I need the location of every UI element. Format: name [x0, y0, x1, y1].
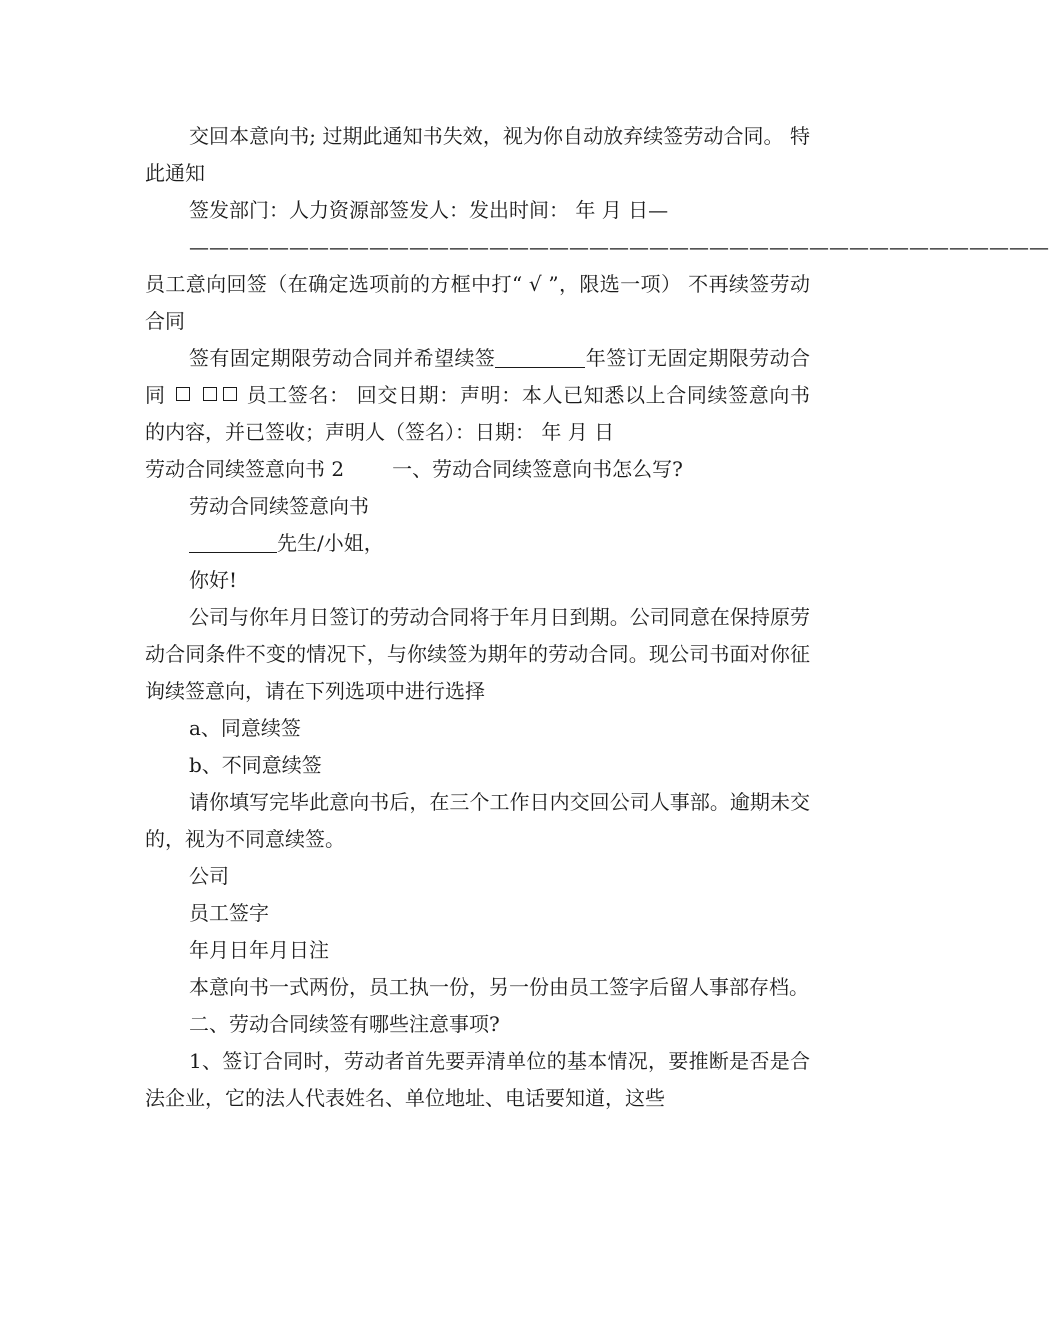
- company-label: 公司: [189, 864, 229, 888]
- date-note-line: 年月日年月日注: [189, 938, 329, 962]
- salutation-line: [145, 525, 810, 562]
- paragraph-employee-reply: ——————————————————————————————————————————— 员工意向回签（在确定选项前的方框中打“ √ ”，限选一项） 不再续签劳动合同: [145, 235, 1049, 333]
- letter-title: 劳动合同续签意向书: [189, 494, 369, 518]
- question-heading-1: 一、劳动合同续签意向书怎么写?: [392, 457, 683, 481]
- question-heading-2: 二、劳动合同续签有哪些注意事项?: [189, 1012, 500, 1036]
- name-blank[interactable]: [189, 530, 277, 553]
- signature-declaration: 员工签名： 回交日期：声明：本人已知悉以上合同续签意向书的内容，并已签收；声明人（签名）：日期： 年 月 日: [145, 383, 811, 444]
- paragraph-return-notice: 交回本意向书; 过期此通知书失效，视为你自动放弃续签劳动合同。 特此通知: [145, 124, 810, 185]
- document-body: [145, 118, 1049, 1117]
- checkbox-fixed-term[interactable]: [203, 387, 217, 401]
- checkbox-no-renewal[interactable]: [176, 387, 190, 401]
- paragraph-deadline: 请你填写完毕此意向书后，在三个工作日内交回公司人事部。逾期未交的，视为不同意续签。: [145, 790, 810, 851]
- paragraph-issuer-info: 签发部门：人力资源部签发人：发出时间： 年 月 日—: [189, 198, 669, 222]
- option-open-term-label: 年签订无固定期限劳动合同: [145, 346, 811, 407]
- option-fixed-term-label: 签有固定期限劳动合同并希望续签: [189, 346, 496, 370]
- section-heading-line: [145, 451, 810, 488]
- paragraph-copies-note: 本意向书一式两份，员工执一份，另一份由员工签字后留人事部存档。: [189, 975, 809, 999]
- checkbox-open-term[interactable]: [223, 387, 237, 401]
- salutation-text: 先生/小姐，: [277, 531, 384, 555]
- option-agree: a、同意续签: [189, 716, 301, 740]
- section-title: 劳动合同续签意向书 2: [145, 457, 345, 481]
- paragraph-precaution-1: 1、签订合同时，劳动者首先要弄清单位的基本情况，要推断是否是合法企业，它的法人代表姓名、单位地址、电话要知道，这些: [145, 1049, 810, 1110]
- option-disagree: b、不同意续签: [189, 753, 322, 777]
- paragraph-renewal-options: [145, 340, 810, 451]
- employee-signature-label: 员工签字: [189, 901, 269, 925]
- paragraph-contract-expiry: 公司与你年月日签订的劳动合同将于年月日到期。公司同意在保持原劳动合同条件不变的情况下，与你续签为期年的劳动合同。现公司书面对你征询续签意向，请在下列选项中进行选择: [145, 605, 810, 703]
- greeting: 你好!: [189, 568, 238, 592]
- renewal-years-blank[interactable]: [495, 345, 585, 368]
